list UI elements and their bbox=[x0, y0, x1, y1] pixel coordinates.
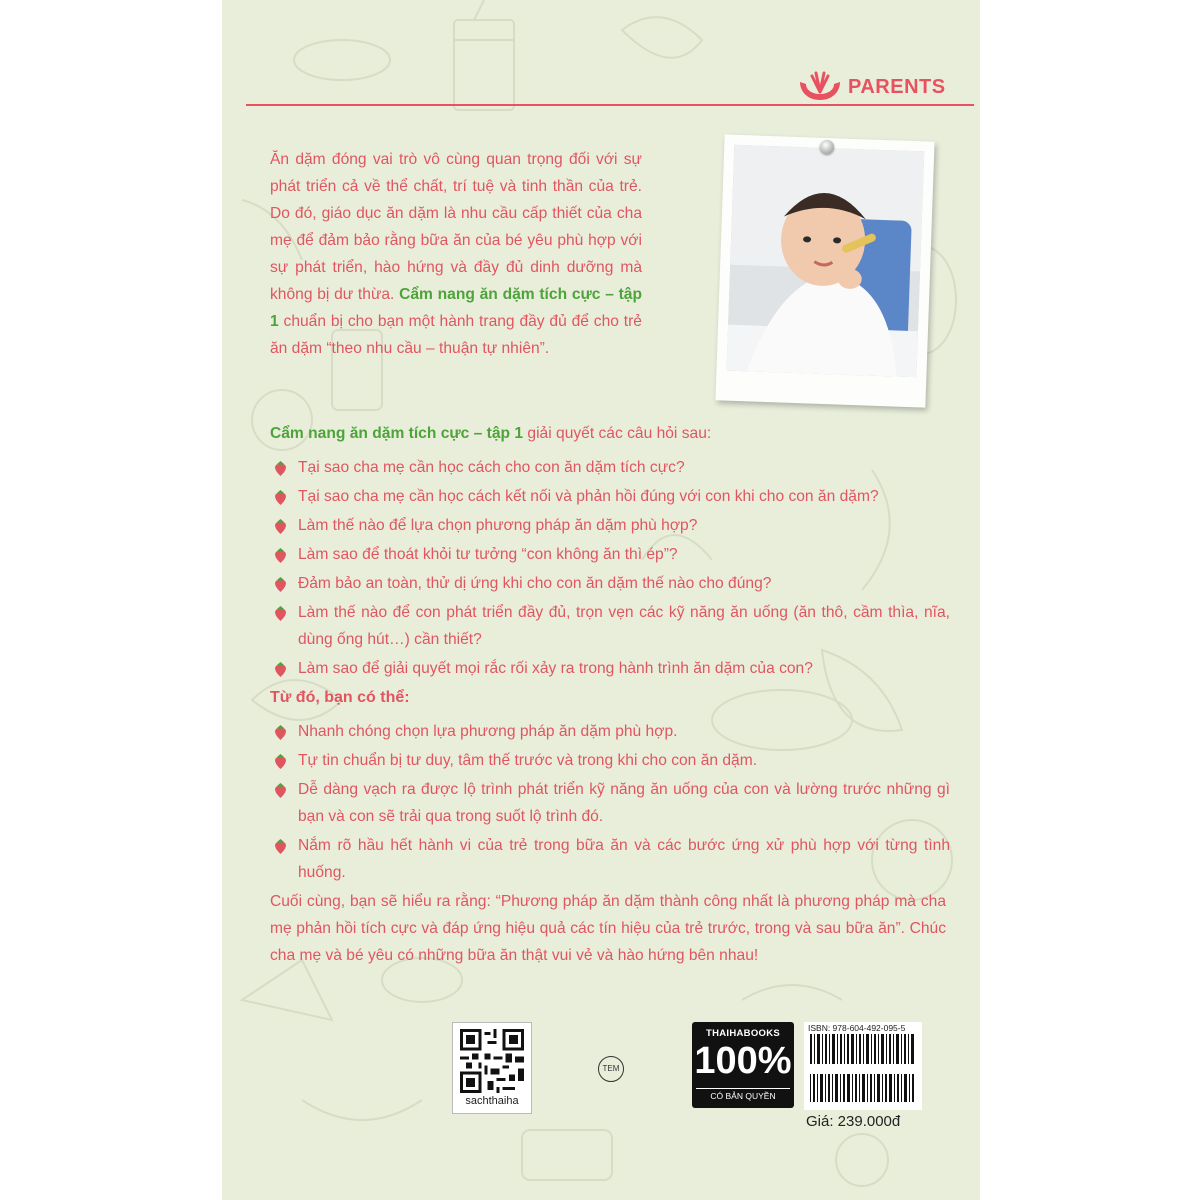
list-item: Đảm bảo an toàn, thử dị ứng khi cho con ăn dặm thế nào cho đúng? bbox=[270, 570, 950, 597]
tem-stamp: TEM bbox=[598, 1056, 624, 1082]
seal-caption: CÓ BẢN QUYỀN bbox=[696, 1088, 790, 1101]
strawberry-bullet-icon bbox=[274, 754, 287, 769]
brand-name: PARENTS bbox=[848, 76, 946, 98]
seal-publisher: THAIHABOOKS bbox=[705, 1028, 781, 1039]
list-item: Nhanh chóng chọn lựa phương pháp ăn dặm phù hợp. bbox=[270, 718, 950, 745]
questions-list bbox=[270, 454, 950, 684]
list-item: Làm sao để giải quyết mọi rắc rối xảy ra trong hành trình ăn dặm của con? bbox=[270, 655, 950, 682]
strawberry-bullet-icon bbox=[274, 783, 287, 798]
strawberry-bullet-icon bbox=[274, 490, 287, 505]
strawberry-bullet-icon bbox=[274, 606, 287, 621]
intro-text-after: chuẩn bị cho bạn một hành trang đầy đủ để cho trẻ ăn dặm “theo nhu cầu – thuận tự nhiên”. bbox=[270, 313, 642, 357]
baby-eating-image bbox=[726, 145, 924, 377]
copyright-seal bbox=[692, 1022, 794, 1108]
baby-polaroid-photo bbox=[715, 134, 934, 407]
intro-title-highlight: Cẩm nang ăn dặm tích cực – tập 1 bbox=[270, 286, 642, 330]
push-pin-icon bbox=[820, 140, 834, 154]
book-back-cover bbox=[222, 0, 980, 1200]
strawberry-bullet-icon bbox=[274, 839, 287, 854]
isbn-barcode bbox=[804, 1022, 922, 1110]
brand-divider bbox=[246, 104, 974, 106]
list-item: Tại sao cha mẹ cần học cách cho con ăn dặm tích cực? bbox=[270, 454, 950, 481]
seal-percent: 100% bbox=[694, 1040, 792, 1082]
list-item: Tự tin chuẩn bị tư duy, tâm thế trước và trong khi cho con ăn dặm. bbox=[270, 747, 950, 774]
list-item: Làm thế nào để lựa chọn phương pháp ăn dặm phù hợp? bbox=[270, 512, 950, 539]
benefits-list bbox=[270, 718, 950, 888]
isbn-label: ISBN: 978-604-492-095-5 bbox=[808, 1023, 906, 1033]
benefits-heading: Từ đó, bạn có thể: bbox=[270, 689, 410, 706]
questions-heading bbox=[270, 421, 950, 447]
strawberry-bullet-icon bbox=[274, 519, 287, 534]
strawberry-bullet-icon bbox=[274, 548, 287, 563]
barcode-icon bbox=[810, 1034, 916, 1104]
closing-paragraph: Cuối cùng, bạn sẽ hiểu ra rằng: “Phương pháp ăn dặm thành công nhất là phương pháp mà cha mẹ phản hồi tích cực và đáp ứng hiệu quả các tín hiệu của trẻ trước, trong và sau bữa ăn”. Chúc cha mẹ và bé yêu có những bữa ăn thật vui vẻ và hào hứng bên nhau! bbox=[270, 893, 946, 964]
intro-text-before: Ăn dặm đóng vai trò vô cùng quan trọng đối với sự phát triển cả về thể chất, trí tuệ và tinh thần của trẻ. Do đó, giáo dục ăn dặm là nhu cầu cấp thiết của cha mẹ để đảm bảo rằng bữa ăn của bé yêu phù hợp với sự phát triển, hào hứng và đầy đủ dinh dưỡng mà không bị dư thừa. bbox=[270, 151, 642, 303]
strawberry-bullet-icon bbox=[274, 577, 287, 592]
list-item: Dễ dàng vạch ra được lộ trình phát triển kỹ năng ăn uống của con và lường trước những gì bạn và con sẽ trải qua trong suốt lộ trình đó. bbox=[270, 776, 950, 830]
qr-code-icon bbox=[460, 1029, 524, 1093]
strawberry-bullet-icon bbox=[274, 725, 287, 740]
list-item: Làm thế nào để con phát triển đầy đủ, trọn vẹn các kỹ năng ăn uống (ăn thô, cầm thìa, nĩa, dùng ống hút…) cần thiết? bbox=[270, 599, 950, 653]
strawberry-bullet-icon bbox=[274, 461, 287, 476]
list-item: Làm sao để thoát khỏi tư tưởng “con không ăn thì ép”? bbox=[270, 541, 950, 568]
intro-paragraph bbox=[270, 146, 642, 362]
questions-heading-rest: giải quyết các câu hỏi sau: bbox=[527, 425, 712, 442]
price-label: Giá: 239.000đ bbox=[806, 1113, 901, 1130]
list-item: Nắm rõ hầu hết hành vi của trẻ trong bữa ăn và các bước ứng xử phù hợp với từng tình huống. bbox=[270, 832, 950, 886]
qr-code-block[interactable] bbox=[452, 1022, 532, 1114]
questions-heading-title: Cẩm nang ăn dặm tích cực – tập 1 bbox=[270, 425, 524, 442]
list-item: Tại sao cha mẹ cần học cách kết nối và phản hồi đúng với con khi cho con ăn dặm? bbox=[270, 483, 950, 510]
hands-logo-icon bbox=[798, 70, 842, 102]
qr-label: sachthaiha bbox=[465, 1095, 519, 1107]
strawberry-bullet-icon bbox=[274, 662, 287, 677]
